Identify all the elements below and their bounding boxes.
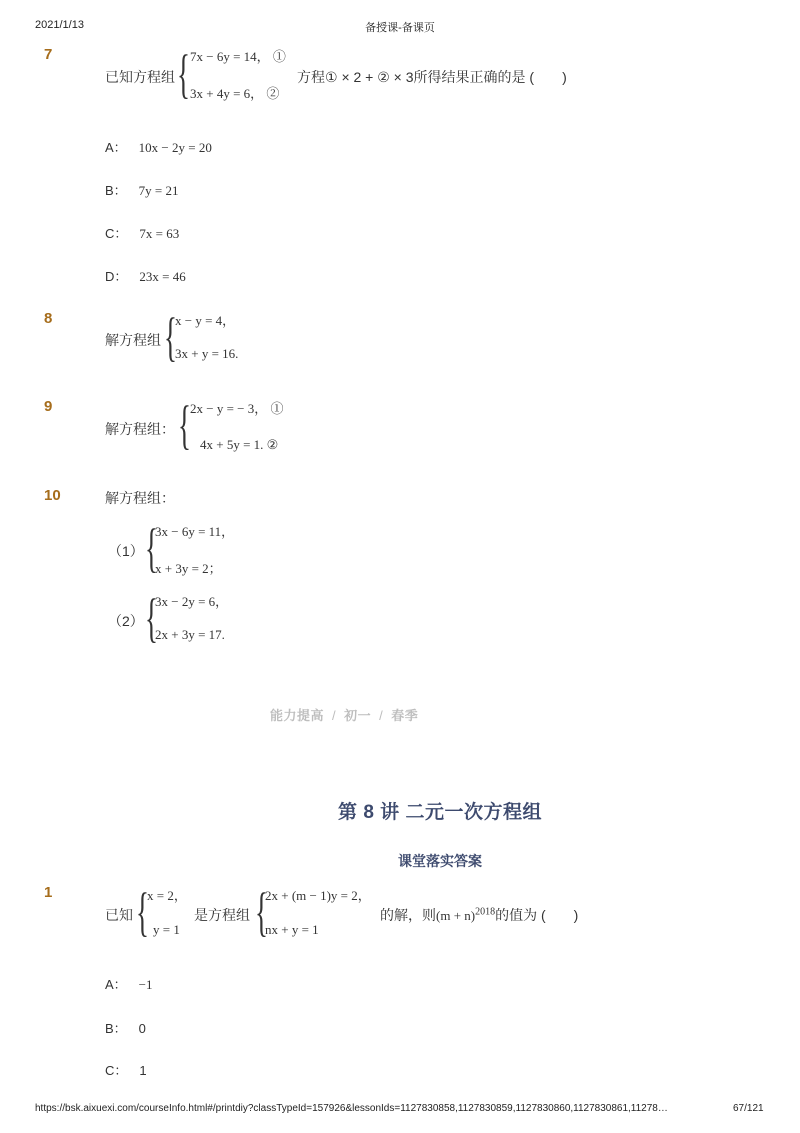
- option-value: 23x = 46: [139, 269, 186, 284]
- q10-part-1-label: （1）: [108, 543, 144, 559]
- option-label: B：: [105, 1021, 127, 1036]
- lesson-title: 第 8 讲 二元一次方程组: [338, 802, 542, 823]
- q7-system-brace: {: [177, 44, 190, 104]
- section-subtitle: 课堂落实答案: [398, 853, 482, 869]
- category-separator: /: [332, 708, 337, 723]
- category-level: 能力提高: [270, 708, 325, 723]
- q7-prefix: 已知方程组: [105, 69, 175, 85]
- q10-part-2-equation-1: 3x − 2y = 6，: [155, 594, 229, 609]
- q9-prefix: 解方程组：: [105, 421, 175, 437]
- q8-prefix: 解方程组: [105, 332, 161, 348]
- q10-part-2-label: （2）: [108, 613, 144, 629]
- question-number-9: 9: [44, 398, 53, 415]
- option-label: A：: [105, 140, 127, 155]
- q9-system-brace: {: [178, 395, 191, 455]
- option-value: 0: [138, 1021, 146, 1036]
- q9-equation-1: 2x − y = − 3， ①: [190, 401, 284, 416]
- option-value: −1: [138, 977, 153, 992]
- option-label: B：: [105, 183, 127, 198]
- option-value: 7y = 21: [138, 183, 179, 198]
- a1-prefix: 已知: [105, 907, 133, 923]
- a1-mid-text: 是方程组: [194, 907, 250, 923]
- option-value: 7x = 63: [139, 226, 180, 241]
- page-header-title: 备授课-备课页: [365, 22, 435, 34]
- page-url: https://bsk.aixuexi.com/courseInfo.html#/printdiy?classTypeId=157926&lessonIds=1127830858,1127830859,1127830860,1127830861,11278…: [35, 1103, 668, 1114]
- a1-system-brace: {: [255, 882, 268, 942]
- a1-suffix-a: 的解，则: [380, 907, 436, 923]
- q8-equation-2: 3x + y = 16.: [175, 346, 239, 361]
- a1-suffix-b: 的值为 ( ): [495, 907, 579, 923]
- a1-solution-brace: {: [136, 882, 149, 942]
- q7-option-b: [105, 180, 179, 199]
- q10-part-2-equation-2: 2x + 3y = 17.: [155, 627, 225, 642]
- q10-part-1-equation-1: 3x − 6y = 11，: [155, 524, 235, 539]
- category-grade: 初一: [344, 708, 372, 723]
- option-value: 10x − 2y = 20: [138, 140, 212, 155]
- a1-option-c: [105, 1060, 147, 1079]
- a1-equation-2: nx + y = 1: [265, 922, 319, 937]
- q7-option-c: [105, 223, 179, 242]
- q10-part-2-brace: {: [145, 588, 158, 648]
- option-label: C：: [105, 226, 128, 241]
- q10-part-1-equation-2: x + 3y = 2；: [155, 561, 222, 576]
- answer-question-number-1: 1: [44, 884, 53, 901]
- option-label: D：: [105, 269, 128, 284]
- q10-prefix: 解方程组：: [105, 490, 175, 506]
- a1-solution-y: y = 1: [153, 922, 180, 937]
- a1-option-a: [105, 974, 153, 993]
- a1-question-text: [380, 905, 578, 925]
- a1-solution-x: x = 2，: [147, 888, 187, 903]
- question-number-8: 8: [44, 310, 53, 327]
- q7-question-text: 方程① × 2 + ② × 3所得结果正确的是 ( ): [297, 69, 567, 85]
- a1-expression: (m + n): [436, 908, 476, 923]
- q8-system-brace: {: [164, 307, 177, 367]
- q7-option-a: [105, 137, 212, 156]
- question-number-10: 10: [44, 487, 61, 504]
- a1-option-b: [105, 1018, 146, 1037]
- print-date: 2021/1/13: [35, 19, 84, 31]
- q8-equation-1: x − y = 4，: [175, 313, 236, 328]
- a1-exponent: 2018: [475, 906, 496, 918]
- option-value: 1: [139, 1063, 147, 1078]
- category-season: 春季: [391, 708, 419, 723]
- q7-option-d: [105, 266, 186, 285]
- question-number-7: 7: [44, 46, 53, 63]
- course-category-line: [270, 705, 418, 724]
- page-number: 67/121: [733, 1103, 764, 1114]
- option-label: A：: [105, 977, 127, 992]
- q9-equation-2: 4x + 5y = 1. ②: [200, 437, 279, 452]
- q10-part-1-brace: {: [145, 518, 158, 578]
- a1-equation-1: 2x + (m − 1)y = 2，: [265, 888, 371, 903]
- category-separator: /: [379, 708, 384, 723]
- option-label: C：: [105, 1063, 128, 1078]
- q7-equation-2: 3x + 4y = 6， ②: [190, 86, 280, 101]
- q7-equation-1: 7x − 6y = 14， ①: [190, 49, 286, 64]
